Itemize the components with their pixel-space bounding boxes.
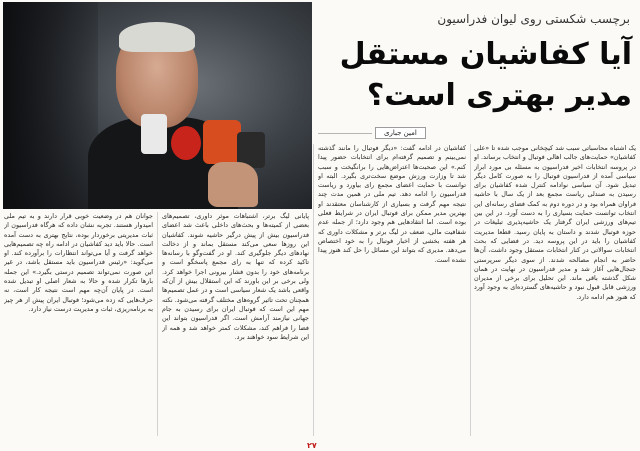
photo-mic [141, 114, 167, 154]
article-byline: امین جباری [375, 127, 426, 139]
text-column-3: پایانی لیگ برتر، اشتباهات موثر داوری، تصمیم‌های بعضی از کمیته‌ها و بحث‌های داخلی باعث شد اعضای فدراسیون بیش از پیش درگیر حاشیه شوند. کفاشیان این روزها سعی می‌کند مستقل بماند و از دخالت نهادهای دیگر جلوگیری کند. او در گفت‌وگو با رسانه‌ها تاکید کرده که تنها به رای مجمع پاسخگو است و برنامه‌های خود را بدون فشار بیرونی اجرا خواهد کرد. ولی برخی بر این باورند که این استقلال بیش از آن‌که واقعی باشد یک شعار سیاسی است و در عمل تصمیم‌ها همچنان تحت تاثیر گروه‌های مختلف گرفته می‌شود. نکته مهم این است که فوتبال ایران برای رسیدن به جام جهانی نیازمند آرامش است. اگر فدراسیون بتواند این فضا را فراهم کند، مشکلات کمتر خواهد شد و همه از این شرایط سود خواهند برد. [162, 212, 309, 341]
article-photo [3, 2, 312, 209]
byline-rule [318, 133, 372, 134]
photo-hand [208, 162, 258, 207]
photo-mic [171, 126, 201, 160]
text-column-2: کفاشیان در ادامه گفت: «دیگر فوتبال را مانند گذشته نمی‌بینم و تصمیم گرفته‌ام برای انتخابات حضور پیدا کنم.» این صحبت‌ها اعتراض‌هایی را برانگیخت و سبب شد تا وزارت ورزش موضع سخت‌تری بگیرد. البته او توانست با حمایت اعضای مجمع رای بیاورد و ریاست فدراسیون را ادامه دهد. تیم ملی در همین مدت چند نتیجه مهم گرفت و بسیاری از کارشناسان معتقدند او بهترین مدیر ممکن برای فوتبال ایران در شرایط فعلی بوده است. اما انتقادهایی هم وجود دارد؛ از جمله عدم شفافیت مالی، ضعف در لیگ برتر و مشکلات داوری که هر هفته بخشی از اخبار فوتبال را به خود اختصاص می‌دهد. مدیری که بتواند این مسائل را حل کند هنوز پیدا نشده است. [318, 144, 466, 264]
headline-line-1: آیا کفاشیان مستقل [339, 37, 632, 72]
column-divider [470, 144, 471, 436]
article-kicker: برچسب شکستی روی لیوان فدراسیون [437, 12, 630, 26]
column-divider [313, 144, 314, 436]
text-column-4: جوانان هم در وضعیت خوبی قرار دارند و به تیم ملی امیدوار هستند. تجربه نشان داده که هرگاه فدراسیون از ثبات مدیریتی برخوردار بوده، نتایج بهتری به دست آمده است. حالا باید دید کفاشیان در ادامه راه چه تصمیم‌هایی خواهد گرفت و آیا می‌تواند انتظارات را برآورده کند. او می‌گوید: «رئیس فدراسیون باید مستقل باشد، در غیر این صورت نمی‌تواند تصمیم درستی بگیرد.» این جمله بارها تکرار شده و حالا به شعار اصلی او تبدیل شده است. در پایان آن‌چه مهم است نتیجه کار است، نه حرف‌هایی که زده می‌شود؛ فوتبال ایران پیش از هر چیز به برنامه‌ریزی، ثبات و مدیریت درست نیاز دارد. [4, 212, 153, 313]
photo-mic [203, 120, 241, 164]
photo-hair [119, 22, 195, 52]
photo-shadow [3, 2, 98, 209]
article-headline [322, 34, 632, 116]
page-number: ۲۷ [307, 441, 317, 450]
text-column-1: یک اشتباه محاسباتی سبب شد کیچخانی موجب شده تا «علی کفاشیان» حمایت‌های جالب اهالی فوتبال و انتخاب برساند. او در پروسه انتخابات اخیر فدراسیون به مسئله بی مورد ابراز سیاسی آمده از فدراسیون فوتبال را به صورت کامل دیگر تبدیل شود. آن سیاسی نوادامه کنترل شده کفاشیان برای رسیدن به صندلی ریاست مجمع بعد از یک سال با حاشیه فراوان همراه بود و در دوره دوم به کمک فضای رسانه‌ای این انتخاب توانست حمایت بسیاری را به دست آورد. در این بین تیم‌های ورزشی ایران گرفتار یک حاشیه‌پذیری تبلیغات در حوزه فوتبال شدند و داستان به پایان رسید. قطعا مدیریت کفاشیان را باید در این پروسه دید. در فضایی که بحث انتخابات سوالاتی در کنار انتخابات مستقل وجود داشت، آن‌ها حاضر به انجام مصالحه شدند. از سوی دیگر سرپرستی جنجال‌هایی آغاز شد و مدیر فدراسیون در نهایت در همان شکل گذشته باقی ماند. این تحلیل برای برخی از مدیران ورزشی قابل قبول نبود و حاشیه‌های گسترده‌ای به وجود آورد که هنوز هم ادامه دارد. [474, 144, 636, 301]
headline-line-2: مدیر بهتری است؟ [366, 78, 632, 113]
column-divider [157, 212, 158, 436]
